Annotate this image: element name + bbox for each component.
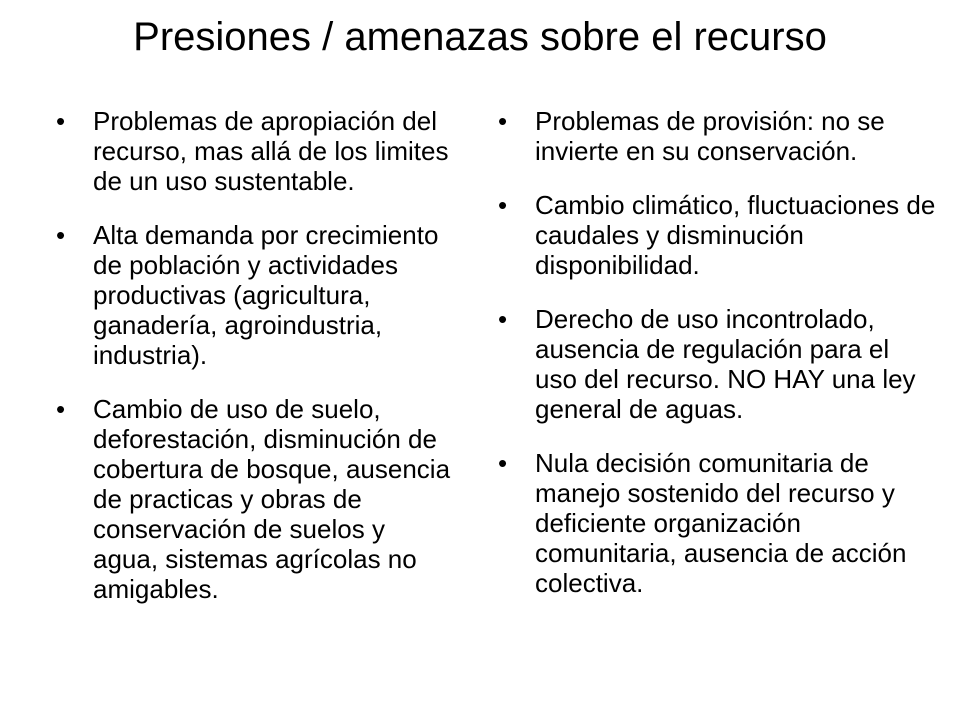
- slide-title: Presiones / amenazas sobre el recurso: [133, 15, 827, 59]
- bullet-text: Derecho de uso incontrolado, ausencia de regulación para el uso del recurso. NO HAY una ley general de aguas.: [535, 304, 916, 424]
- bullet-text: Nula decisión comunitaria de manejo sostenido del recurso y deficiente organización comunitaria, ausencia de acción colectiva.: [535, 448, 907, 598]
- bullet-text: Cambio de uso de suelo, deforestación, disminución de cobertura de bosque, ausencia de practicas y obras de conservación de suelos y agua, sistemas agrícolas no amigables.: [93, 394, 451, 604]
- bullet-icon: •: [56, 220, 66, 250]
- left-bullet-item-3: [56, 394, 456, 604]
- left-bullet-list: [56, 106, 456, 628]
- right-bullet-item-3: [498, 304, 938, 424]
- bullet-icon: •: [498, 106, 508, 136]
- bullet-icon: •: [498, 190, 508, 220]
- right-bullet-list: [498, 106, 938, 622]
- bullet-text: Problemas de apropiación del recurso, mas allá de los limites de un uso sustentable.: [93, 106, 449, 196]
- right-bullet-item-4: [498, 448, 938, 598]
- bullet-icon: •: [56, 394, 66, 424]
- bullet-text: Problemas de provisión: no se invierte en su conservación.: [535, 106, 885, 166]
- left-bullet-item-2: [56, 220, 456, 370]
- bullet-icon: •: [498, 304, 508, 334]
- right-bullet-item-1: [498, 106, 938, 166]
- bullet-text: Cambio climático, fluctuaciones de caudales y disminución disponibilidad.: [535, 190, 936, 280]
- left-bullet-item-1: [56, 106, 456, 196]
- bullet-icon: •: [498, 448, 508, 478]
- right-bullet-item-2: [498, 190, 938, 280]
- bullet-icon: •: [56, 106, 66, 136]
- bullet-text: Alta demanda por crecimiento de población y actividades productivas (agricultura, ganadería, agroindustria, industria).: [93, 220, 439, 370]
